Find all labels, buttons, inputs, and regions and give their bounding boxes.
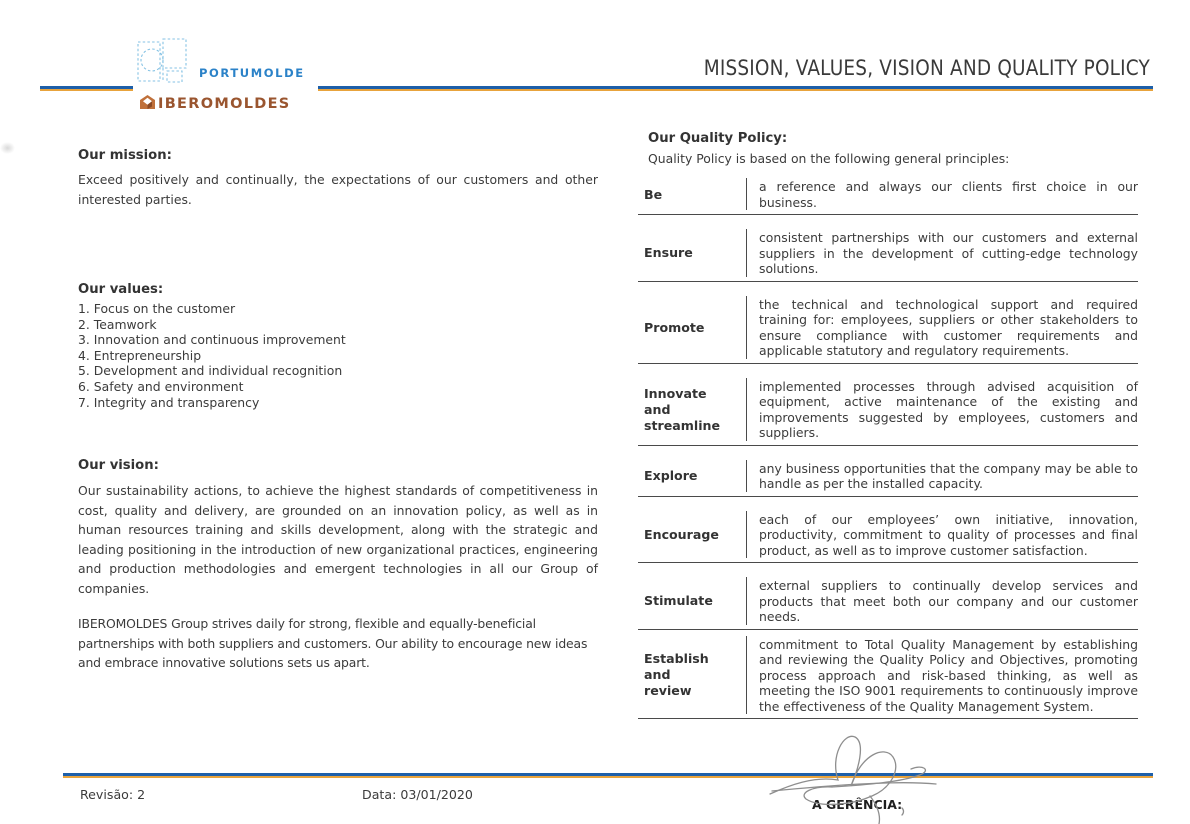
quality-policy-heading: Our Quality Policy: bbox=[648, 131, 788, 146]
footer-rule bbox=[63, 773, 1153, 778]
policy-row bbox=[638, 178, 1138, 215]
policy-description: commitment to Total Quality Management by establishing and reviewing the Quality Policy and Objectives, promoting process approach and risk-based thinking, as well as meeting the ISO 9001 requirements to continuously improve the effectiveness of the Quality Management System. bbox=[746, 636, 1138, 715]
date-label: Data: 03/01/2020 bbox=[362, 787, 473, 802]
policy-row bbox=[638, 511, 1138, 564]
policy-row bbox=[638, 460, 1138, 497]
iberomoldes-icon bbox=[140, 94, 155, 113]
page-title: MISSION, VALUES, VISION AND QUALITY POLICY bbox=[703, 56, 1150, 80]
header-rule-right bbox=[318, 86, 1153, 91]
policy-keyword: Explore bbox=[644, 468, 698, 483]
value-item: 7. Integrity and transparency bbox=[78, 394, 260, 410]
policy-row bbox=[638, 229, 1138, 282]
policy-keyword: Stimulate bbox=[644, 593, 713, 609]
policy-row bbox=[638, 577, 1138, 630]
policy-keyword: Promote bbox=[644, 319, 705, 335]
vision-paragraph-1: Our sustainability actions, to achieve the highest standards of competitiveness in cost, quality and delivery, are grounded on an innovation policy, as well as in human resources training and skills development, along with the strategic and leading positioning in the introduction of new organizational practices, engineering and production methodologies and emergent technologies in all our Group of companies. bbox=[78, 483, 598, 596]
mission-text: Exceed positively and continually, the expectations of our customers and other interested parties. bbox=[78, 172, 598, 207]
iberomoldes-brand-label: IBEROMOLDES bbox=[158, 95, 291, 112]
value-item: 1. Focus on the customer bbox=[78, 301, 236, 316]
policy-description: consistent partnerships with our customers and external suppliers in the development of cutting-edge technology solutions. bbox=[746, 229, 1138, 277]
policy-keyword: Be bbox=[644, 186, 663, 202]
header-rule-left bbox=[40, 86, 133, 91]
value-item: 5. Development and individual recognition bbox=[78, 363, 343, 379]
mission-heading: Our mission: bbox=[78, 148, 172, 163]
value-item: 6. Safety and environment bbox=[78, 378, 244, 394]
policy-description: the technical and technological support and required training for: employees, suppliers or other stakeholders to ensure compliance with customer requirements and applicable statutory and regulatory requirements. bbox=[746, 296, 1138, 359]
scan-artifact bbox=[0, 142, 15, 154]
management-label: A GERÊNCIA: bbox=[812, 797, 903, 812]
policy-keyword: Establish and review bbox=[644, 651, 709, 699]
vision-heading: Our vision: bbox=[78, 458, 159, 474]
portumolde-logo-icon bbox=[136, 37, 190, 93]
policy-row bbox=[638, 296, 1138, 364]
policy-row bbox=[638, 636, 1138, 720]
values-heading: Our values: bbox=[78, 282, 164, 297]
policy-description: a reference and always our clients first choice in our business. bbox=[746, 178, 1138, 210]
quality-policy-table bbox=[638, 178, 1138, 719]
portumolde-brand: PORTUMOLDE bbox=[199, 66, 305, 80]
values-list bbox=[78, 301, 598, 410]
policy-row bbox=[638, 378, 1138, 446]
policy-description: each of our employees’ own initiative, innovation, productivity, commitment to quality of processes and final product, as well as to improve customer satisfaction. bbox=[746, 511, 1138, 559]
value-item: 4. Entrepreneurship bbox=[78, 347, 202, 363]
iberomoldes-brand bbox=[140, 94, 291, 113]
policy-description: any business opportunities that the company may be able to handle as per the installed capacity. bbox=[746, 460, 1138, 492]
policy-keyword: Innovate and streamline bbox=[644, 385, 721, 433]
policy-keyword: Encourage bbox=[644, 526, 719, 542]
policy-description: external suppliers to continually develop services and products that meet both our company and our customer needs. bbox=[746, 577, 1138, 625]
policy-keyword: Ensure bbox=[644, 245, 693, 261]
policy-description: implemented processes through advised acquisition of equipment, active maintenance of the existing and improvements suggested by employees, customers and suppliers. bbox=[746, 378, 1138, 441]
left-column bbox=[78, 148, 598, 673]
value-item: 3. Innovation and continuous improvement bbox=[78, 332, 346, 348]
value-item: 2. Teamwork bbox=[78, 316, 157, 332]
vision-paragraph-2: IBEROMOLDES Group strives daily for strong, flexible and equally-beneficial partnerships with both suppliers and customers. Our ability to encourage new ideas and embrace innovative solutions sets us apart. bbox=[78, 616, 588, 671]
right-column bbox=[638, 131, 1138, 719]
revision-label: Revisão: 2 bbox=[80, 787, 146, 802]
quality-policy-intro: Quality Policy is based on the following general principles: bbox=[648, 151, 1010, 166]
